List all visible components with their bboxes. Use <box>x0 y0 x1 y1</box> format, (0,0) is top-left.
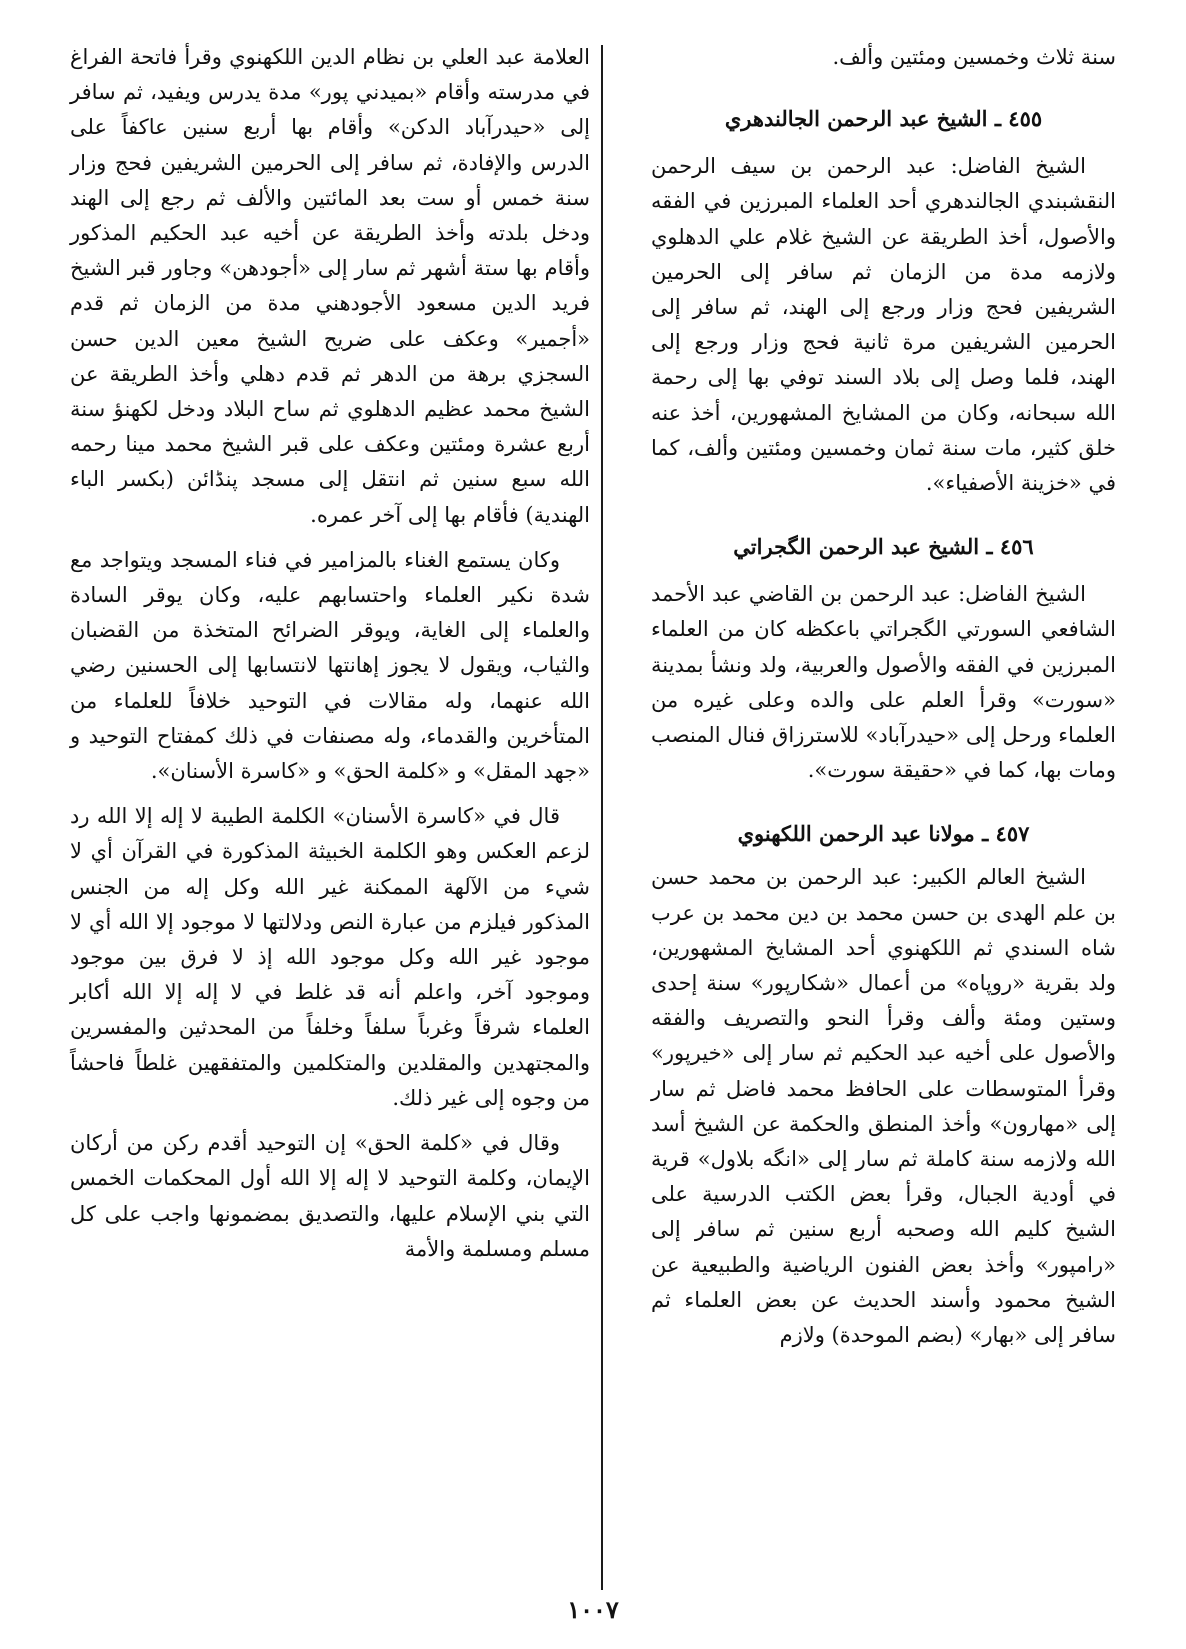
left-paragraph-2: وكان يستمع الغناء بالمزامير في فناء المسجد ويتواجد مع شدة نكير العلماء واحتسابهم عليه، وكان يوقر السادة والعلماء إلى الغاية، ويوقر الضرائح المتخذة من القضبان والثياب، ويقول لا يجوز إهانتها لانتسابها إلى الحسنين رضي الله عنهما، وله مقالات في التوحيد خلافاً للعلماء من المتأخرين والقدماء، وله مصنفات في ذلك كمفتاح التوحيد و «جهد المقل» و «كلمة الحق» و «كاسرة الأسنان». <box>70 547 590 784</box>
lead-line: سنة ثلاث وخمسين ومئتين وألف. <box>832 45 1116 69</box>
entry-455-heading: ٤٥٥ ـ الشيخ عبد الرحمن الجالندهري <box>724 106 1043 132</box>
entry-457-heading: ٤٥٧ ـ مولانا عبد الرحمن اللكهنوي <box>737 821 1030 847</box>
left-paragraph-4: وقال في «كلمة الحق» إن التوحيد أقدم ركن من أركان الإيمان، وكلمة التوحيد لا إله إلا الله أول المحكمات الخمس التي بني الإسلام عليها، والتصديق بمضمونها واجب على كل مسلم ومسلمة والأمة <box>70 1131 590 1261</box>
entry-455-body: الشيخ الفاضل: عبد الرحمن بن سيف الرحمن النقشبندي الجالندهري أحد العلماء المبرزين في الفقه والأصول، أخذ الطريقة عن الشيخ غلام علي الدهلوي ولازمه مدة من الزمان ثم سافر إلى الحرمين الشريفين فحج وزار ورجع إلى الهند، ثم سافر إلى الحرمين الشريفين مرة ثانية فحج وزار ورجع إلى الهند، فلما وصل إلى بلاد السند توفي بها إلى رحمة الله سبحانه، وكان من المشايخ المشهورين، أخذ عنه خلق كثير، مات سنة ثمان وخمسين ومئتين وألف، كما في «خزينة الأصفياء». <box>651 154 1116 496</box>
left-column <box>70 40 590 1267</box>
page-number: ١٠٠٧ <box>567 1595 619 1624</box>
entry-456-heading: ٤٥٦ ـ الشيخ عبد الرحمن الگجراتي <box>733 534 1034 560</box>
entry-456-body: الشيخ الفاضل: عبد الرحمن بن القاضي عبد الأحمد الشافعي السورتي الگجراتي باعكظه كان من العلماء المبرزين في الفقه والأصول والعربية، ولد ونشأ بمدينة «سورت» وقرأ العلم على والده وعلى غيره من العلماء ورحل إلى «حيدرآباد» للاسترزاق فنال المنصب ومات بها، كما في «حقيقة سورت». <box>651 582 1116 783</box>
left-paragraph-3: قال في «كاسرة الأسنان» الكلمة الطيبة لا إله إلا الله رد لزعم العكس وهو الكلمة الخبيثة المذكورة في القرآن أي لا شيء من الآلهة الممكنة غير الله وكل إله من الجنس المذكور فيلزم من عبارة النص ودلالتها لا موجود إلا الله أي لا موجود غير الله وكل موجود الله إذ لا فرق بين موجود وموجود آخر، واعلم أنه قد غلط في لا إله إلا الله أكابر العلماء شرقاً وغرباً سلفاً وخلفاً من المحدثين والمفسرين والمجتهدين والمقلدين والمتكلمين والمتفقهين غلطاً فاحشاً من وجوه إلى غير ذلك. <box>70 804 590 1110</box>
entry-457-body: الشيخ العالم الكبير: عبد الرحمن بن محمد حسن بن علم الهدى بن حسن محمد بن دين محمد بن عرب شاه السندي ثم اللكهنوي أحد المشايخ المشهورين، ولد بقرية «روپاه» من أعمال «شكارپور» سنة إحدى وستين ومئة وألف وقرأ النحو والتصريف والفقه والأصول على أخيه عبد الحكيم ثم سار إلى «خيرپور» وقرأ المتوسطات على الحافظ محمد فاضل ثم سار إلى «مهارون» وأخذ المنطق والحكمة عن الشيخ أسد الله ولازمه سنة كاملة ثم سار إلى «انگه بلاول» قرية في أودية الجبال، وقرأ بعض الكتب الدرسية على الشيخ كليم الله وصحبه أربع سنين ثم سافر إلى «رامپور» وأخذ بعض الفنون الرياضية والطبيعية عن الشيخ محمود وأسند الحديث عن بعض العلماء ثم سافر إلى «بهار» (بضم الموحدة) ولازم <box>651 865 1116 1348</box>
column-divider <box>601 45 603 1590</box>
left-paragraph-1: العلامة عبد العلي بن نظام الدين اللكهنوي وقرأ فاتحة الفراغ في مدرسته وأقام «بميدني پور» مدة يدرس ويفيد، ثم سافر إلى «حيدرآباد الدكن» وأقام بها أربع سنين عاكفاً على الدرس والإفادة، ثم سافر إلى الحرمين الشريفين فحج وزار سنة خمس أو ست بعد المائتين والألف ثم رجع إلى الهند ودخل بلدته وأخذ الطريقة عن أخيه عبد الحكيم المذكور وأقام بها ستة أشهر ثم سار إلى «أجودهن» وجاور قبر الشيخ فريد الدين مسعود الأجودهني مدة من الزمان ثم قدم «أجمير» وعكف على ضريح الشيخ معين الدين حسن السجزي برهة من الدهر ثم قدم دهلي وأخذ الطريقة عن الشيخ محمد عظيم الدهلوي ثم ساح البلاد ودخل لكهنؤ سنة أربع عشرة ومئتين وعكف على قبر الشيخ محمد مينا رحمه الله سبع سنين ثم انتقل إلى مسجد پنڈائن (بكسر الباء الهندية) فأقام بها إلى آخر عمره. <box>70 45 590 527</box>
right-column <box>651 40 1116 1353</box>
